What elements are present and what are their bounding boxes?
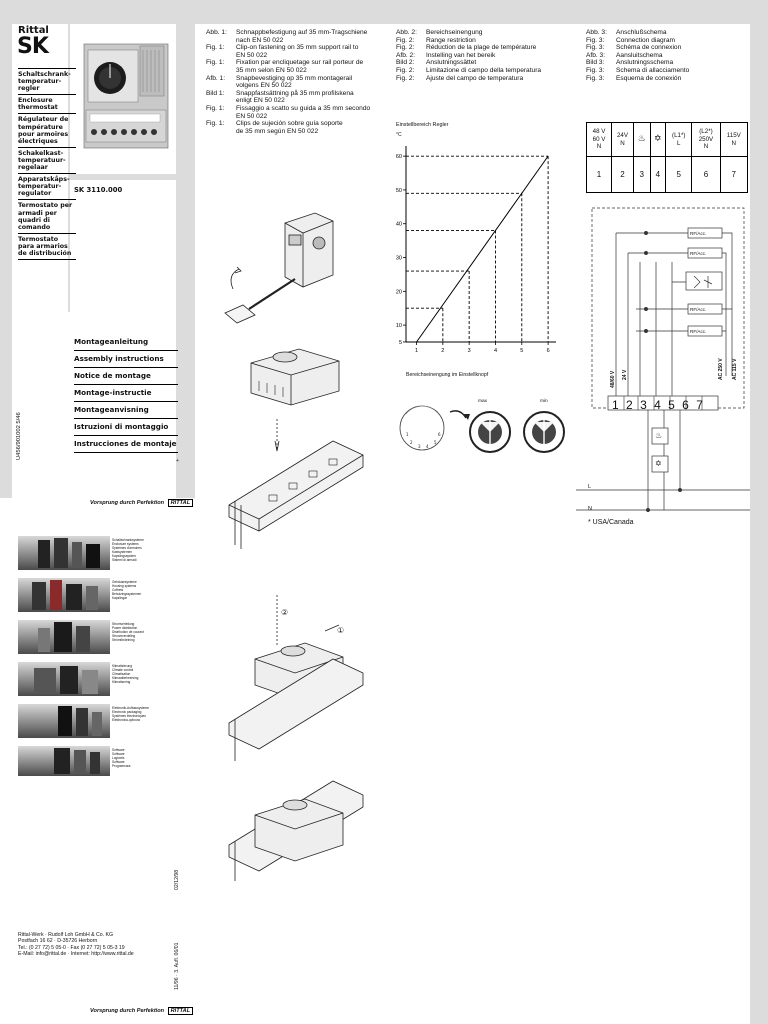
chart-y-tick-label: 40 [395,221,402,228]
chart-y-tick-label: 20 [395,289,402,296]
brand-logo-name: Rittal [18,25,49,36]
chart-title: Einstellbereich Regler [396,122,449,128]
terminal-number: 7 [720,157,747,193]
wiring-rf-label-4: RF/Acc. [690,329,707,334]
catalog-line: Programvara [112,764,131,768]
catalog-line: Power distribution [112,626,138,630]
print-code-edition: 11/96 · 3. Aufl. 06/01 [174,942,180,990]
fig2-caption-table: Abb. 2: Bereichseinengung Fig. 2: Range restriction Fig. 2: Réduction de la plage de température Afb. 2: Instelling van het bereik Bild 2: Anslutningssättet Fig. 2: Limitazione di campo della temperatura Fig. 2: Ajuste del campo de temperatura [396,29,542,82]
fig1-caption-table: Abb. 1: Schnappbefestigung auf 35 mm-Tragschiene nach EN 50 022 Fig. 1: Clip-on fastening on 35 mm support rail to EN 50 022 Fig. 1: Fixation par encliquetage sur rail porteur de 35 mm selon EN 50 022 Afb. 1: Snapbevestiging op 35 mm montagerail volgens EN 50 022 Bild 1: Snappfastsättning på 35 mm profilskena enligt EN 50 022 Fig. 1: Fissaggio a scatto su guida a 35 mm secondo EN 50 022 Fig. 1: Clips de sujeción sobre guía soporte de 35 mm según EN 50 022 [206,29,371,135]
wiring-label-l: L [588,484,591,490]
catalog-line: Software [112,748,125,752]
slogan-text: Vorsprung durch Perfektion [90,1008,165,1014]
product-title-nl: Schakelkast-temperatuur-regelaar [18,147,76,173]
chart-y-tick-label: 50 [395,187,402,194]
catalog-line: Climate control [112,668,134,672]
knob-label-min: min [540,399,548,404]
chart-x-tick-label: 3 [467,348,471,354]
catalog-line: Kapslingssystem [112,554,136,558]
catalog-photo-strip [18,536,110,776]
knob-min-drawing [524,412,564,452]
catalog-line: Software [112,752,125,756]
catalog-line: Gehäusesysteme [112,580,137,584]
catalog-line: Electronic packaging [112,710,142,714]
company-line: Rittal-Werk · Rudolf Loh GmbH & Co. KG [18,932,114,938]
slogan-brand: RITTAL [168,1007,193,1015]
terminal-header-3 [633,123,650,157]
cover-model-pane [70,180,176,312]
catalog-line: Coffrets [112,588,124,592]
svg-text:5: 5 [434,440,437,445]
product-title-es: Termostato para armarios de distribución [18,233,76,260]
catalog-text-group-3 [112,622,144,642]
catalog-line: Klimatisering [112,680,131,684]
slogan-top [90,500,193,506]
heater-icon: ♨ [637,133,646,144]
catalog-text-group-2 [112,580,141,600]
chart-x-tick-label: 1 [414,348,419,354]
catalog-line: Enclosure systems [112,542,139,546]
wiring-voltage-48: 48/60 V [610,370,616,388]
company-address [18,932,134,958]
terminal-header-2: 24V N [612,123,634,157]
wiring-rf-label-2: RF/Acc. [690,251,707,256]
catalog-line: Klimatisierung [112,664,133,668]
wiring-footnote: * USA/Canada [588,519,634,526]
catalog-line: Stromverteilung [112,622,135,626]
wiring-rf-label-1: RF/Acc. [690,231,707,236]
catalog-line: Kastsystemen [112,550,133,554]
catalog-line: Systèmes électroniques [112,714,146,718]
terminal-header-7: 115V N [720,123,747,157]
svg-text:3: 3 [418,444,421,449]
terminal-number: 6 [692,157,720,193]
chart-x-tick-label: 4 [493,348,498,354]
product-title-it: Termostato per armadi per quadri di comando [18,199,76,232]
company-line: Postfach 16 62 · D-35726 Herborn [18,938,98,945]
terminal-table [586,122,748,193]
manual-language-list [74,334,178,453]
company-line: Tel.: (0 27 72) 5 05-0 · Fax (0 27 72) 5 05-3 19 [18,944,125,951]
chart-series-line [417,156,549,342]
wiring-rf-label-3: RF/Acc. [690,307,707,312]
svg-text:1: 1 [406,432,409,437]
wiring-voltage-115: AC 115 V [732,358,738,380]
terminal-number: 3 [633,157,650,193]
wiring-fan-icon: ✡ [655,459,662,468]
print-code-date: 02/12/98 [174,869,180,890]
range-restriction-chart [392,140,572,360]
fig3-caption-table: Abb. 3: Anschlußschema Fig. 3: Connection diagram Fig. 3: Schéma de connexion Afb. 3: Aansluitschema Bild 3: Anslutningsschema Fig. 3: Schema di allacciamento Fig. 3: Esquema de conexión [586,29,690,82]
wiring-label-n: N [588,506,592,512]
catalog-line: Climatisation [112,672,131,676]
knob-max-drawing [470,412,510,452]
knob-face-drawing [400,406,444,450]
wiring-voltage-24: 24 V [622,369,628,380]
terminal-number: 4 [650,157,666,193]
svg-text:①: ① [337,626,345,635]
terminal-number: 2 [612,157,634,193]
fig1-mounting-illustration [215,205,375,895]
thermostat-above-rail-drawing [251,349,339,451]
product-titles-list [18,68,76,260]
slogan-marker: + [176,458,179,464]
product-title-fr: Régulateur de température pour armoires électriques [18,113,76,146]
chart-y-tick-label: 30 [395,255,402,262]
chart-x-tick-label: 2 [441,348,445,354]
manual-sv: Montageanvisning [74,402,178,419]
wiring-heater-icon: ♨ [655,431,663,440]
catalog-line: Software [112,760,125,764]
fan-icon: ✡ [654,133,662,144]
wiring-voltage-250: AC 250 V [718,358,724,380]
chart-y-tick-label: 5 [398,340,402,346]
catalog-line: Elektronik-Aufbausysteme [112,706,150,710]
svg-text:4: 4 [426,444,429,449]
svg-text:②: ② [281,608,289,617]
chart-x-tick-label: 5 [520,348,524,354]
thermostat-screwdriver-drawing [225,213,333,323]
catalog-line: Strömfördelning [112,638,135,642]
terminal-header-5: (L1*) L [666,123,692,157]
manual-nl: Montage-instructie [74,385,178,402]
product-title-de: Schaltschrank-temperatur-regler [18,68,76,94]
terminal-number: 1 [587,157,612,193]
svg-text:2: 2 [410,440,413,445]
terminal-header-4 [650,123,666,157]
snap-on-step-drawing [229,595,363,761]
product-title-en: Enclosure thermostat [18,94,76,113]
catalog-line: Systèmes d'armoires [112,546,142,550]
thermostat-photo [80,36,172,154]
chart-y-tick-label: 10 [395,323,402,330]
svg-text:6: 6 [438,432,441,437]
slogan-bottom [90,1008,193,1014]
manual-fr: Notice de montage [74,368,178,385]
catalog-line: Stroomverdeling [112,634,136,638]
product-title-sv: Apparatskåps-temperatur-regulator [18,173,76,199]
manual-it: Istruzioni di montaggio [74,419,178,436]
terminal-header-1: 48 V 60 V N [587,123,612,157]
manual-de: Montageanleitung [74,334,178,351]
knob-label-max: max [478,399,488,404]
terminal-header-6: (L2*) 250V N [692,123,720,157]
catalog-line: Housing systems [112,584,137,588]
catalog-line: Behuizingssystemen [112,592,142,596]
catalog-text-group-1 [112,538,144,562]
catalog-line: Logiciels [112,756,125,760]
catalog-text-group-6 [112,748,130,768]
catalog-line: Elektronica-opbouw [112,718,140,722]
slogan-text: Vorsprung durch Perfektion [90,500,165,506]
brand-product-code: SK [17,34,48,59]
chart-y-tick-label: 60 [395,154,402,161]
mounted-thermostat-drawing [229,781,363,881]
manual-en: Assembly instructions [74,351,178,368]
catalog-line: Schaltschranksysteme [112,538,144,542]
manual-es: Instrucciones de montaje [74,436,178,453]
din-rail-drawing [229,441,363,549]
terminal-number: 5 [666,157,692,193]
company-line: E-Mail: info@rittal.de · Internet: http://www.rittal.de [18,951,134,958]
chart-x-tick-label: 6 [546,348,550,354]
document-code: U456/901002 5/46 [16,412,22,460]
catalog-line: Kapslingar [112,596,128,600]
wiring-terminal-row: 1 2 3 4 5 6 7 [612,398,705,412]
chart-x-label: Bereichseinengung im Einstellknopf [406,372,489,378]
catalog-text-group-4 [112,664,138,684]
slogan-brand: RITTAL [168,499,193,507]
model-number: SK 3110.000 [74,186,123,194]
catalog-line: Distribution de courant [112,630,144,634]
chart-y-label: °C [396,132,402,138]
catalog-text-group-5 [112,706,149,722]
catalog-line: Sistemi di armadi [112,558,137,562]
catalog-line: Klimaatbeheersing [112,676,139,680]
